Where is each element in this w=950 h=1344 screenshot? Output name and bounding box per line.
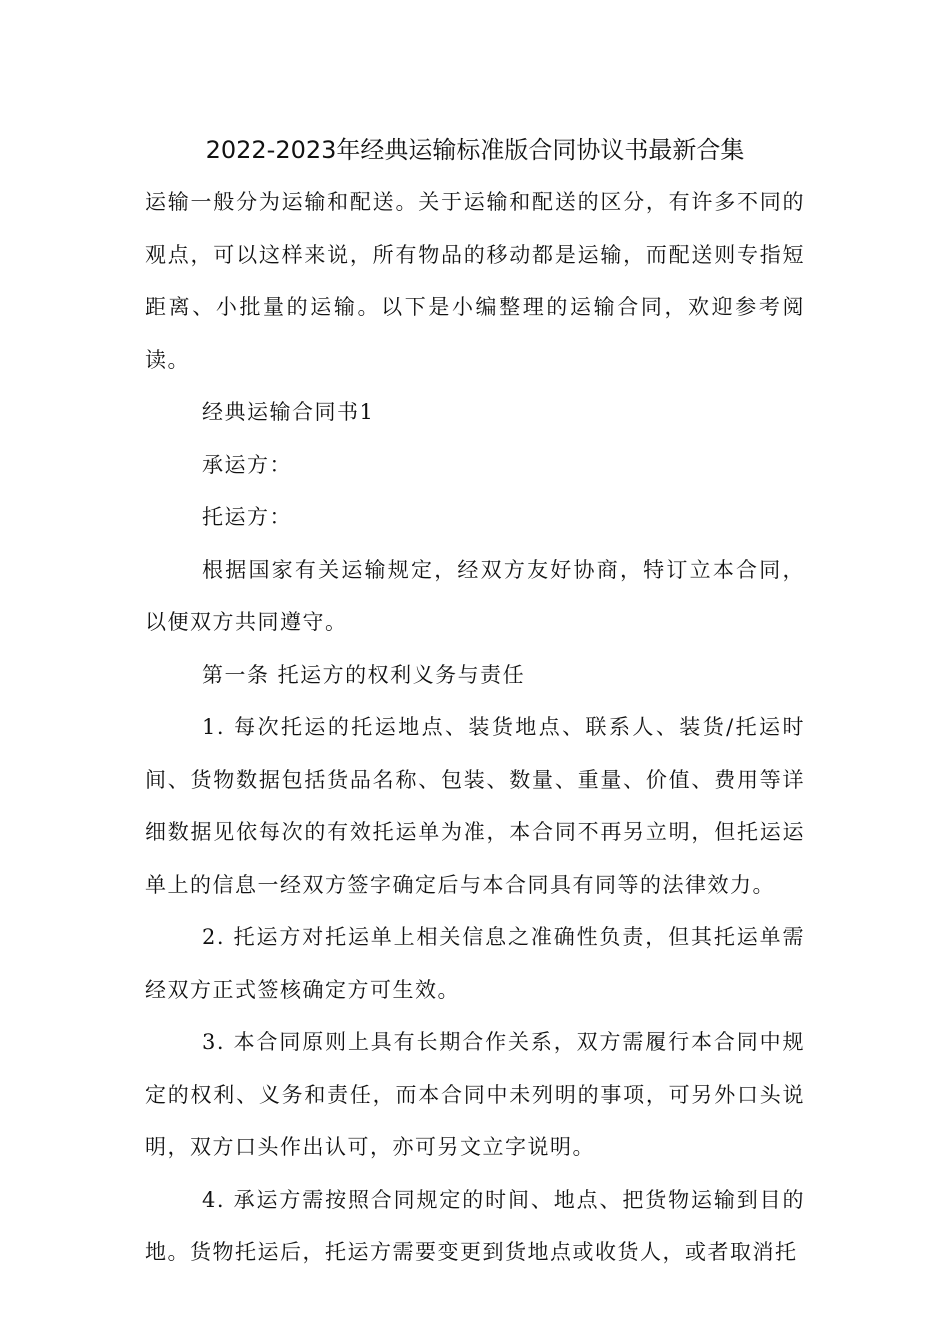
document-body [145,176,805,1279]
document-title: 2022-2023年经典运输标准版合同协议书最新合集 [205,136,745,164]
contract-heading: 经典运输合同书1 [202,400,375,424]
clause-4: 4. 承运方需按照合同规定的时间、地点、把货物运输到目的地。货物托运后，托运方需要变更到货地点或收货人，或者取消托 [145,1187,805,1264]
shipper-label: 托运方： [202,505,292,529]
carrier-label: 承运方： [202,452,292,477]
clause-3: 3. 本合同原则上具有长期合作关系，双方需履行本合同中规定的权利、义务和责任，而本合同中未列明的事项，可另外口头说明，双方口头作出认可，亦可另文立字说明。 [145,1030,805,1159]
preamble-paragraph: 根据国家有关运输规定，经双方友好协商，特订立本合同，以便双方共同遵守。 [145,557,805,634]
article-1-heading: 第一条 托运方的权利义务与责任 [202,662,526,687]
intro-paragraph: 运输一般分为运输和配送。关于运输和配送的区分，有许多不同的观点，可以这样来说，所有物品的移动都是运输，而配送则专指短距离、小批量的运输。以下是小编整理的运输合同，欢迎参考阅读。 [145,190,805,372]
clause-1: 1. 每次托运的托运地点、装货地点、联系人、装货/托运时间、货物数据包括货品名称、包装、数量、重量、价值、费用等详细数据见依每次的有效托运单为准，本合同不再另立明，但托运运单上的信息一经双方签字确定后与本合同具有同等的法律效力。 [145,715,805,897]
clause-2: 2. 托运方对托运单上相关信息之准确性负责，但其托运单需经双方正式签核确定方可生效。 [145,925,805,1002]
